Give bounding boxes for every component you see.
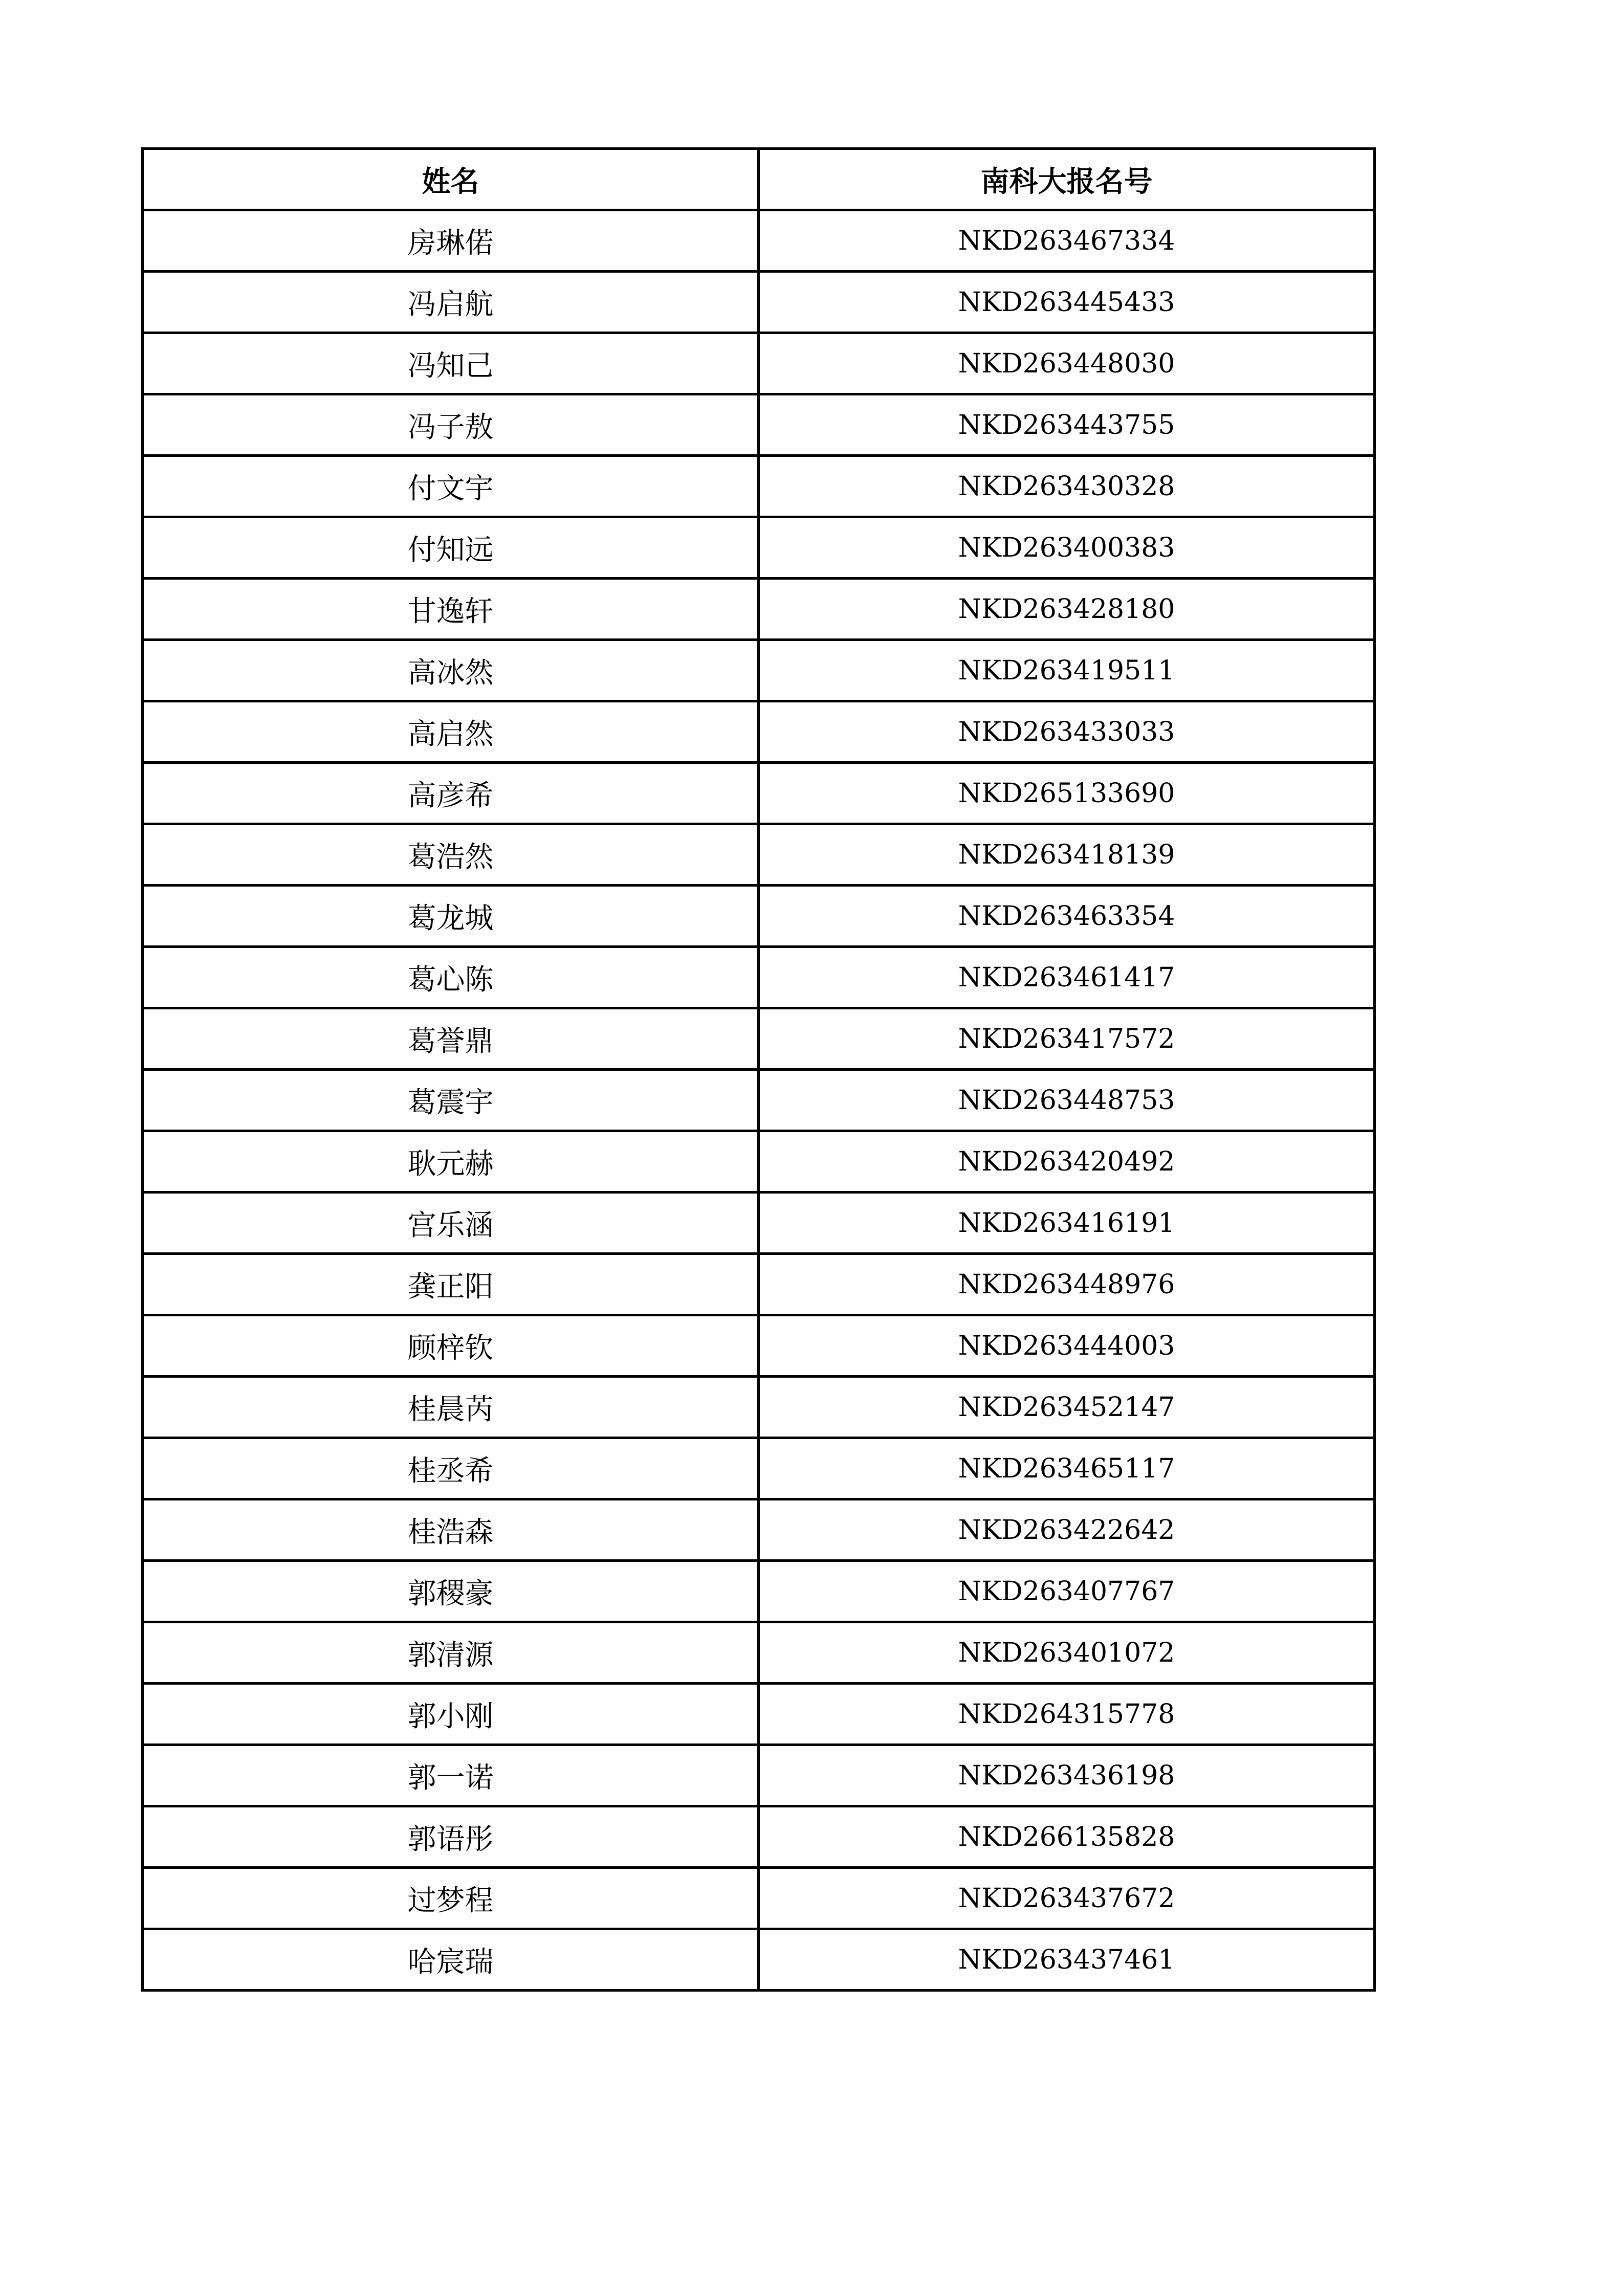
- table-row: [143, 394, 1375, 456]
- cell-name: 付知远: [143, 517, 759, 579]
- cell-name: 高启然: [143, 701, 759, 763]
- cell-name: 郭小刚: [143, 1684, 759, 1745]
- table-row: [143, 1315, 1375, 1377]
- table-row: [143, 1438, 1375, 1499]
- cell-regno: NKD263448976: [759, 1254, 1375, 1315]
- cell-name: 高彦希: [143, 763, 759, 824]
- cell-name: 付文宇: [143, 456, 759, 517]
- cell-name: 房琳偌: [143, 210, 759, 272]
- table-row: [143, 1131, 1375, 1193]
- cell-regno: NKD263437461: [759, 1929, 1375, 1991]
- table-header-row: [143, 149, 1375, 210]
- cell-regno: NKD263416191: [759, 1193, 1375, 1254]
- cell-regno: NKD263428180: [759, 579, 1375, 640]
- cell-name: 哈宸瑞: [143, 1929, 759, 1991]
- cell-name: 葛誉鼎: [143, 1008, 759, 1070]
- table-row: [143, 1499, 1375, 1561]
- table-row: [143, 640, 1375, 701]
- cell-regno: NKD263467334: [759, 210, 1375, 272]
- cell-regno: NKD263430328: [759, 456, 1375, 517]
- cell-name: 郭清源: [143, 1622, 759, 1684]
- cell-regno: NKD263437672: [759, 1868, 1375, 1929]
- cell-regno: NKD263419511: [759, 640, 1375, 701]
- table-body: [143, 210, 1375, 1991]
- cell-name: 桂晨芮: [143, 1377, 759, 1438]
- table-row: [143, 1684, 1375, 1745]
- table-row: [143, 1561, 1375, 1622]
- cell-regno: NKD263422642: [759, 1499, 1375, 1561]
- cell-name: 郭稷豪: [143, 1561, 759, 1622]
- cell-name: 葛浩然: [143, 824, 759, 886]
- cell-regno: NKD263452147: [759, 1377, 1375, 1438]
- registration-table: [141, 147, 1376, 1992]
- table-row: [143, 333, 1375, 394]
- cell-regno: NKD263401072: [759, 1622, 1375, 1684]
- table-row: [143, 1008, 1375, 1070]
- table-row: [143, 456, 1375, 517]
- table-row: [143, 1070, 1375, 1131]
- cell-name: 葛龙城: [143, 886, 759, 947]
- cell-name: 冯子敖: [143, 394, 759, 456]
- cell-regno: NKD263400383: [759, 517, 1375, 579]
- cell-regno: NKD263448753: [759, 1070, 1375, 1131]
- table-row: [143, 1806, 1375, 1868]
- table-row: [143, 763, 1375, 824]
- cell-name: 桂浩森: [143, 1499, 759, 1561]
- table-row: [143, 1254, 1375, 1315]
- cell-regno: NKD264315778: [759, 1684, 1375, 1745]
- cell-regno: NKD263433033: [759, 701, 1375, 763]
- cell-regno: NKD263461417: [759, 947, 1375, 1008]
- cell-name: 桂丞希: [143, 1438, 759, 1499]
- table-row: [143, 272, 1375, 333]
- table-row: [143, 824, 1375, 886]
- cell-name: 高冰然: [143, 640, 759, 701]
- table-row: [143, 210, 1375, 272]
- table-row: [143, 1377, 1375, 1438]
- table-row: [143, 1929, 1375, 1991]
- column-header-regno: 南科大报名号: [759, 149, 1375, 210]
- cell-name: 宫乐涵: [143, 1193, 759, 1254]
- table-row: [143, 947, 1375, 1008]
- cell-name: 葛心陈: [143, 947, 759, 1008]
- cell-regno: NKD263418139: [759, 824, 1375, 886]
- cell-regno: NKD263417572: [759, 1008, 1375, 1070]
- cell-regno: NKD263443755: [759, 394, 1375, 456]
- table-row: [143, 1193, 1375, 1254]
- cell-name: 龚正阳: [143, 1254, 759, 1315]
- cell-name: 冯启航: [143, 272, 759, 333]
- cell-regno: NKD265133690: [759, 763, 1375, 824]
- table-row: [143, 1868, 1375, 1929]
- cell-regno: NKD266135828: [759, 1806, 1375, 1868]
- cell-name: 冯知己: [143, 333, 759, 394]
- cell-name: 郭一诺: [143, 1745, 759, 1806]
- cell-regno: NKD263463354: [759, 886, 1375, 947]
- cell-regno: NKD263444003: [759, 1315, 1375, 1377]
- cell-name: 甘逸轩: [143, 579, 759, 640]
- cell-regno: NKD263448030: [759, 333, 1375, 394]
- cell-name: 郭语彤: [143, 1806, 759, 1868]
- cell-name: 顾梓钦: [143, 1315, 759, 1377]
- table-row: [143, 701, 1375, 763]
- table-row: [143, 579, 1375, 640]
- cell-regno: NKD263445433: [759, 272, 1375, 333]
- cell-regno: NKD263465117: [759, 1438, 1375, 1499]
- table-row: [143, 517, 1375, 579]
- column-header-name: 姓名: [143, 149, 759, 210]
- cell-name: 过梦程: [143, 1868, 759, 1929]
- cell-regno: NKD263407767: [759, 1561, 1375, 1622]
- table-row: [143, 1622, 1375, 1684]
- cell-name: 耿元赫: [143, 1131, 759, 1193]
- cell-name: 葛震宇: [143, 1070, 759, 1131]
- cell-regno: NKD263420492: [759, 1131, 1375, 1193]
- table-row: [143, 886, 1375, 947]
- table-row: [143, 1745, 1375, 1806]
- cell-regno: NKD263436198: [759, 1745, 1375, 1806]
